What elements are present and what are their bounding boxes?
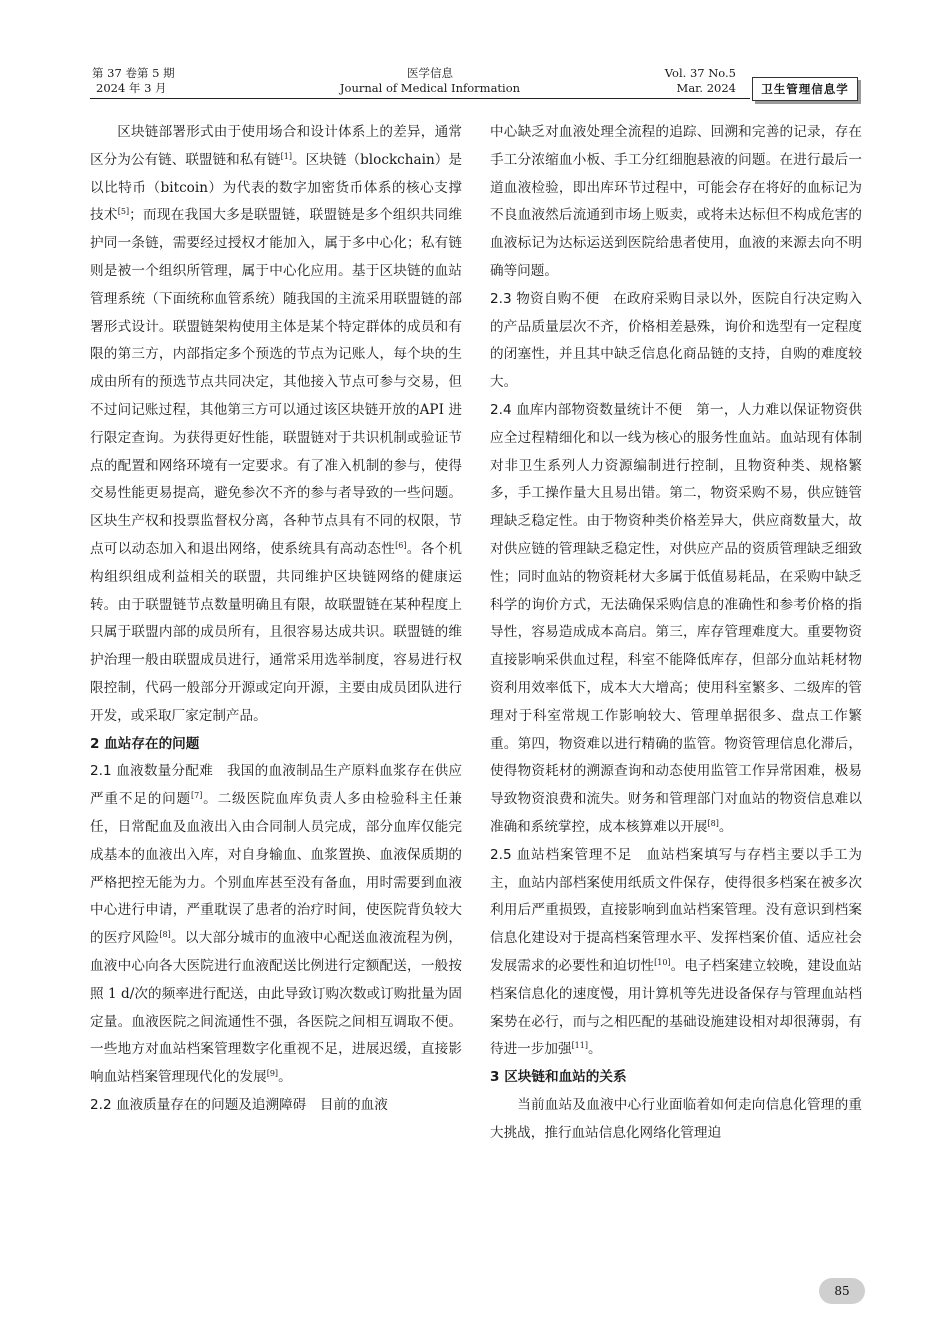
paragraph-2-2-continued: 中心缺乏对血液处理全流程的追踪、回溯和完善的记录，存在手工分浓缩血小板、手工分红细胞悬液的问题。在进行最后一道血液检验，即出库环节过程中，可能会存在将好的血标记为不良血液然后流通到市场上贩卖，或将未达标但不构成危害的血液标记为达标运送到医院给患者使用，血液的来源去向不明确等问题。 — [490, 124, 862, 279]
citation: [8] — [707, 818, 719, 828]
paragraph-2-4: 2.4 血库内部物资数量统计不便 第一，人力难以保证物资供应全过程精细化和以一线为核心的服务性血站。血站现有体制对非卫生系列人力资源编制进行控制，且物资种类、规格繁多，手工操作量大且易出错。第二，物资采购不易，供应链管理缺乏稳定性。由于物资种类价格差异大，供应商数量大，故对供应链的管理缺乏稳定性，对供应产品的资质管理缺乏细致性；同时血站的物资耗材大多属于低值易耗品，在采购中缺乏科学的询价方式，无法确保采购信息的准确性和参考价格的指导性，容易造成成本高启。第三，库存管理难度大。重要物资直接影响采供血过程，科室不能降低库存，但部分血站耗材物资利用效率低下，成本大大增高；使用科室繁多、二级库的管理对于科室常规工作影响较大、管理单据很多、盘点工作繁重。第四，物资难以进行精确的监管。物资管理信息化滞后，使得物资耗材的溯源查询和动态使用监管工作异常困难，极易导致物资浪费和流失。财务和管理部门对血站的物资信息难以准确和系统掌控，成本核算难以开展[8]。 — [490, 401, 862, 835]
header-right — [640, 66, 736, 96]
volume-cn: 第 37 卷第 5 期 — [92, 66, 175, 80]
journal-title-cn: 医学信息 — [407, 66, 453, 80]
date-en: Mar. 2024 — [676, 81, 736, 95]
citation: [1] — [280, 151, 292, 161]
volume-en: Vol. 37 No.5 — [664, 66, 736, 80]
citation: [9] — [266, 1069, 279, 1079]
citation: [11] — [571, 1041, 588, 1051]
section-3-heading: 3 区块链和血站的关系 — [490, 1069, 627, 1086]
header-left — [92, 66, 175, 96]
paragraph-2-2: 2.2 血液质量存在的问题及追溯障碍 目前的血液 — [90, 1096, 388, 1113]
section-2-heading: 2 血站存在的问题 — [90, 735, 200, 752]
left-column — [90, 119, 462, 1120]
page-number: 85 — [819, 1278, 865, 1304]
right-column — [490, 119, 862, 1147]
header-center — [330, 66, 530, 96]
citation: [5] — [117, 207, 130, 217]
paragraph-2-5: 2.5 血站档案管理不足 血站档案填写与存档主要以手工为主，血站内部档案使用纸质文件保存，使得很多档案在被多次利用后严重损毁，直接影响到血站档案管理。没有意识到档案信息化建设对于提高档案管理水平、发挥档案价值、适应社会发展需求的必要性和迫切性[10]。电子档案建立较晚，建设血站档案信息化的速度慢，用计算机等先进设备保存与管理血站档案势在必行，而与之相匹配的基础设施建设相对却很薄弱，有待进一步加强[11]。 — [490, 846, 863, 1058]
paragraph-3: 当前血站及血液中心行业面临着如何走向信息化管理的重大挑战，推行血站信息化网络化管理迫 — [490, 1096, 862, 1141]
subsection-2-1-title: 2.1 血液数量分配难 — [90, 763, 214, 780]
intro-paragraph: 区块链部署形式由于使用场合和设计体系上的差异，通常区分为公有链、联盟链和私有链[1]。区块链（blockchain）是以比特币（bitcoin）为代表的数字加密货币体系的核心支撑技术[5]；而现在我国大多是联盟链，联盟链是多个组织共同维护同一条链，需要经过授权才能加入，属于多中心化；私有链则是被一个组织所管理，属于中心化应用。基于区块链的血站管理系统（下面统称血管系统）随我国的主流采用联盟链的部署形式设计。联盟链架构使用主体是某个特定群体的成员和有限的第三方，内部指定多个预选的节点为记账人，每个块的生成由所有的预选节点共同决定，其他接入节点可参与交易，但不过问记账过程，其他第三方可以通过该区块链开放的API 进行限定查询。为获得更好性能，联盟链对于共识机制或验证节点的配置和网络环境有一定要求。有了准入机制的参与，使得交易性能更易提高，避免参次不齐的参与者导致的一些问题。区块生产权和投票监督权分离，各种节点具有不同的权限，节点可以动态加入和退出网络，使系统具有高动态性[6]。各个机构组织组成利益相关的联盟，共同维护区块链网络的健康运转。由于联盟链节点数量明确且有限，故联盟链在某种程度上只属于联盟内部的成员所有，且很容易达成共识。联盟链的维护治理一般由联盟成员进行，通常采用选举制度，容易进行权限控制，代码一般部分开源或定向开源，主要由成员团队进行开发，或采取厂家定制产品。 — [90, 124, 463, 724]
paragraph-2-3: 2.3 物资自购不便 在政府采购目录以外，医院自行决定购入的产品质量层次不齐，价格相差悬殊，询价和选型有一定程度的闭塞性，并且其中缺乏信息化商品链的支持，自购的难度较大。 — [490, 290, 862, 391]
subsection-2-4-title: 2.4 血库内部物资数量统计不便 — [490, 401, 683, 418]
subsection-2-2-title: 2.2 血液质量存在的问题及追溯障碍 — [90, 1096, 307, 1113]
journal-title-en: Journal of Medical Information — [339, 81, 521, 95]
date-cn: 2024 年 3 月 — [96, 81, 167, 95]
paragraph-2-1: 2.1 血液数量分配难 我国的血液制品生产原料血浆存在供应严重不足的问题[7]。二级医院血库负责人多由检验科主任兼任，日常配血及血液出入由合同制人员完成，部分血库仅能完成基本的血液出入库，对自身输血、血浆置换、血液保质期的严格把控无能为力。个别血库甚至没有备血，用时需要到血液中心进行申请，严重耽误了患者的治疗时间，使医院背负较大的医疗风险[8]。以大部分城市的血液中心配送血液流程为例，血液中心向各大医院进行血液配送比例进行定额配送，一般按照 1 d/次的频率进行配送，由此导致订购次数或订购批量为固定量。血液医院之间流通性不强，各医院之间相互调取不便。一些地方对血站档案管理数字化重视不足，进展迟缓，直接影响血站档案管理现代化的发展[9]。 — [90, 763, 463, 1086]
citation: [8] — [159, 930, 171, 940]
citation: [7] — [190, 791, 203, 801]
subsection-2-3-title: 2.3 物资自购不便 — [490, 290, 600, 307]
header-rule — [90, 98, 750, 99]
subsection-2-5-title: 2.5 血站档案管理不足 — [490, 846, 633, 863]
citation: [10] — [654, 957, 671, 967]
section-badge: 卫生管理信息学 — [752, 77, 858, 101]
citation: [6] — [395, 540, 407, 550]
